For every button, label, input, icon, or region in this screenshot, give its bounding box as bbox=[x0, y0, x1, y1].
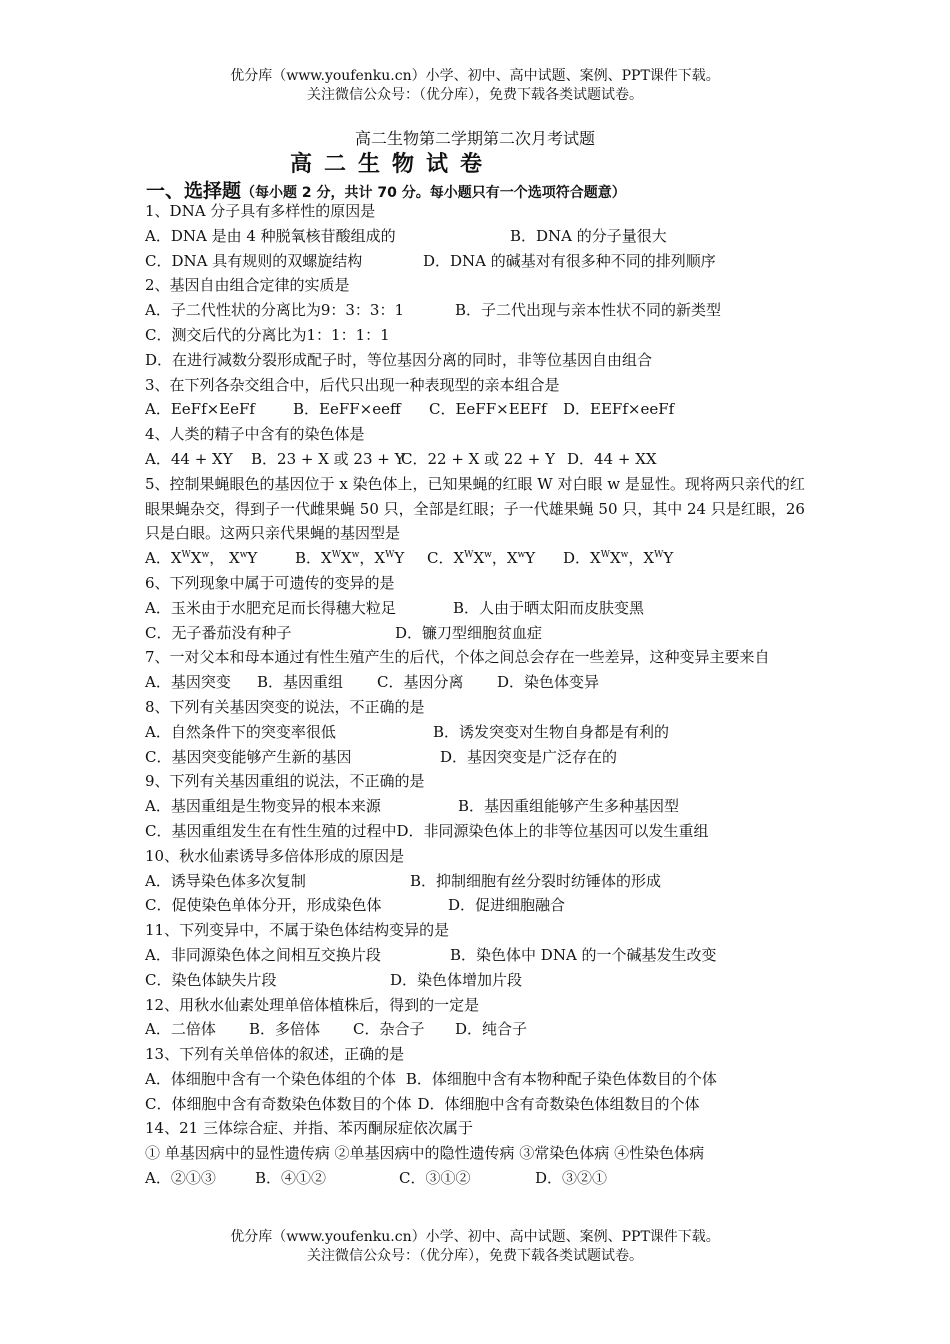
q10-stem: 10、秋水仙素诱导多倍体形成的原因是 bbox=[145, 846, 405, 865]
q12-option-a: A．二倍体 bbox=[145, 1020, 216, 1039]
header-line-1: 优分库（www.youfenku.cn）小学、初中、高中试题、案例、PPT课件下载。 bbox=[230, 68, 720, 84]
q7-option-b: B．基因重组 bbox=[257, 673, 344, 692]
q3-option-b: B．EeFF×eeff bbox=[293, 400, 401, 419]
question-list bbox=[145, 199, 815, 1191]
q10-option-c: C．促使染色单体分开，形成染色体 bbox=[145, 896, 382, 915]
q13-option-a: A．体细胞中含有一个染色体组的个体 bbox=[145, 1069, 396, 1088]
q5-option-a: A．$X^WX^w$， $X^wY$ bbox=[145, 549, 258, 568]
q4-option-c: C．22 + X 或 22 + Y bbox=[401, 449, 555, 468]
q10-options-ab bbox=[145, 869, 815, 894]
q14-items: ① 单基因病中的显性遗传病 ②单基因病中的隐性遗传病 ③常染色体病 ④性染色体病 bbox=[145, 1144, 705, 1163]
q9-options-cd bbox=[145, 819, 815, 844]
q8-option-a: A．自然条件下的突变率很低 bbox=[145, 722, 336, 741]
footer-line-1: 优分库（www.youfenku.cn）小学、初中、高中试题、案例、PPT课件下载。 bbox=[230, 1229, 720, 1245]
q1-option-b: B．DNA 的分子量很大 bbox=[510, 226, 667, 245]
q1-option-a: A．DNA 是由 4 种脱氧核苷酸组成的 bbox=[145, 226, 396, 245]
q14-option-c: C．③①② bbox=[399, 1169, 471, 1188]
q11-option-b: B．染色体中 DNA 的一个碱基发生改变 bbox=[450, 945, 717, 964]
q4-options bbox=[145, 447, 815, 472]
q12-stem: 12、用秋水仙素处理单倍体植株后，得到的一定是 bbox=[145, 995, 480, 1014]
q9-option-d: D．非同源染色体上的非等位基因可以发生重组 bbox=[396, 821, 709, 840]
exam-title: 高二生物第二学期第二次月考试题 bbox=[354, 129, 595, 148]
section-title: 一、选择题 bbox=[146, 180, 242, 202]
q11-options-cd bbox=[145, 968, 815, 993]
q9-option-a: A．基因重组是生物变异的根本来源 bbox=[145, 797, 381, 816]
q10-options-cd bbox=[145, 893, 815, 918]
q8-option-b: B．诱发突变对生物自身都是有利的 bbox=[433, 722, 670, 741]
q13-option-c: C．体细胞中含有奇数染色体数目的个体 bbox=[145, 1094, 412, 1113]
q3-options bbox=[145, 397, 815, 422]
q3-stem: 3、在下列各杂交组合中，后代只出现一种表现型的亲本组合是 bbox=[145, 375, 560, 394]
q10-option-a: A．诱导染色体多次复制 bbox=[145, 871, 306, 890]
section-note: （每小题 2 分，共计 70 分。每小题只有一个选项符合题意） bbox=[241, 185, 626, 201]
q5-options bbox=[145, 546, 815, 571]
q9-option-b: B．基因重组能够产生多种基因型 bbox=[458, 797, 680, 816]
q10-option-d: D．促进细胞融合 bbox=[448, 896, 566, 915]
q11-option-c: C．染色体缺失片段 bbox=[145, 970, 277, 989]
q14-options bbox=[145, 1166, 815, 1191]
q2-options-ab bbox=[145, 298, 815, 323]
q9-stem: 9、下列有关基因重组的说法，不正确的是 bbox=[145, 772, 425, 791]
q4-option-d: D．44 + XX bbox=[567, 449, 657, 468]
q6-option-a: A．玉米由于水肥充足而长得穗大粒足 bbox=[145, 598, 396, 617]
q13-option-d: D．体细胞中含有奇数染色体组数目的个体 bbox=[417, 1094, 700, 1113]
q11-options-ab bbox=[145, 943, 815, 968]
q13-stem: 13、下列有关单倍体的叙述，正确的是 bbox=[145, 1045, 405, 1064]
q11-option-d: D．染色体增加片段 bbox=[390, 970, 523, 989]
q9-options-ab bbox=[145, 794, 815, 819]
q4-stem: 4、人类的精子中含有的染色体是 bbox=[145, 425, 365, 444]
q1-option-d: D．DNA 的碱基对有很多种不同的排列顺序 bbox=[423, 251, 716, 270]
q13-options-cd bbox=[145, 1092, 815, 1117]
q8-option-d: D．基因突变是广泛存在的 bbox=[440, 747, 618, 766]
q1-options-cd bbox=[145, 249, 815, 274]
q8-options-ab bbox=[145, 720, 815, 745]
q2-option-b: B．子二代出现与亲本性状不同的新类型 bbox=[455, 301, 722, 320]
q9-option-c: C．基因重组发生在有性生殖的过程中 bbox=[145, 821, 397, 840]
q14-option-d: D．③②① bbox=[535, 1169, 608, 1188]
q13-options-ab bbox=[145, 1067, 815, 1092]
q11-option-a: A．非同源染色体之间相互交换片段 bbox=[145, 945, 381, 964]
q11-stem: 11、下列变异中，不属于染色体结构变异的是 bbox=[145, 921, 450, 940]
q3-option-a: A．EeFf×EeFf bbox=[145, 400, 255, 419]
q12-options bbox=[145, 1017, 815, 1042]
q7-stem: 7、一对父本和母本通过有性生殖产生的后代，个体之间总会存在一些差异，这种变异主要来自 bbox=[145, 648, 770, 667]
q14-option-b: B．④①② bbox=[255, 1169, 327, 1188]
q6-options-cd bbox=[145, 621, 815, 646]
q5-stem: 5、控制果蝇眼色的基因位于 x 染色体上，已知果蝇的红眼 W 对白眼 w 是显性。现将两只亲代的红眼果蝇杂交，得到子一代雌果蝇 50 只，全部是红眼；子一代雄果蝇 50 只，其中 24 只是红眼，26 只是白眼。这两只亲代果蝇的基因型是 bbox=[145, 474, 805, 543]
page-footer bbox=[0, 1228, 950, 1266]
q12-option-b: B．多倍体 bbox=[249, 1020, 321, 1039]
q2-option-c: C．测交后代的分离比为1：1：1：1 bbox=[145, 325, 390, 344]
q8-stem: 8、下列有关基因突变的说法，不正确的是 bbox=[145, 697, 425, 716]
q6-option-b: B．人由于晒太阳而皮肤变黑 bbox=[453, 598, 645, 617]
header-line-2: 关注微信公众号：（优分库），免费下载各类试题试卷。 bbox=[307, 87, 643, 103]
q2-option-a: A．子二代性状的分离比为9：3：3：1 bbox=[145, 301, 405, 320]
q1-option-c: C．DNA 具有规则的双螺旋结构 bbox=[145, 251, 363, 270]
q6-option-c: C．无子番茄没有种子 bbox=[145, 623, 292, 642]
q6-stem: 6、下列现象中属于可遗传的变异的是 bbox=[145, 573, 395, 592]
page-header bbox=[0, 67, 950, 105]
q13-option-b: B．体细胞中含有本物种配子染色体数目的个体 bbox=[405, 1069, 717, 1088]
q6-option-d: D．镰刀型细胞贫血症 bbox=[395, 623, 543, 642]
q8-option-c: C．基因突变能够产生新的基因 bbox=[145, 747, 352, 766]
q8-options-cd bbox=[145, 745, 815, 770]
q7-options bbox=[145, 670, 815, 695]
q1-stem: 1、DNA 分子具有多样性的原因是 bbox=[145, 202, 376, 220]
q7-option-c: C．基因分离 bbox=[377, 673, 464, 692]
q7-option-a: A．基因突变 bbox=[145, 673, 231, 692]
q3-option-d: D．EEFf×eeFf bbox=[563, 400, 675, 419]
q1-options-ab bbox=[145, 224, 815, 249]
q5-option-b: B．$X^WX^w$，$X^WY$ bbox=[295, 549, 405, 568]
q12-option-d: D．纯合子 bbox=[455, 1020, 528, 1039]
q5-option-d: D．$X^WX^w$，$X^WY$ bbox=[563, 549, 674, 568]
q2-option-d: D．在进行减数分裂形成配子时，等位基因分离的同时，非等位基因自由组合 bbox=[145, 350, 653, 369]
q3-option-c: C．EeFF×EEFf bbox=[429, 400, 547, 419]
q4-option-a: A．44 + XY bbox=[145, 449, 233, 468]
q7-option-d: D．染色体变异 bbox=[497, 673, 600, 692]
paper-title: 高二生物试卷 bbox=[290, 152, 495, 177]
q10-option-b: B．抑制细胞有丝分裂时纺锤体的形成 bbox=[410, 871, 662, 890]
q14-stem: 14、21 三体综合症、并指、苯丙酮尿症依次属于 bbox=[145, 1119, 473, 1138]
q5-option-c: C．$X^WX^w$，$X^wY$ bbox=[427, 549, 536, 568]
footer-line-2: 关注微信公众号：（优分库），免费下载各类试题试卷。 bbox=[307, 1248, 643, 1264]
q14-option-a: A．②①③ bbox=[145, 1169, 216, 1188]
q4-option-b: B．23 + X 或 23 + Y bbox=[251, 449, 405, 468]
q2-stem: 2、基因自由组合定律的实质是 bbox=[145, 276, 350, 295]
q6-options-ab bbox=[145, 596, 815, 621]
q12-option-c: C．杂合子 bbox=[353, 1020, 425, 1039]
